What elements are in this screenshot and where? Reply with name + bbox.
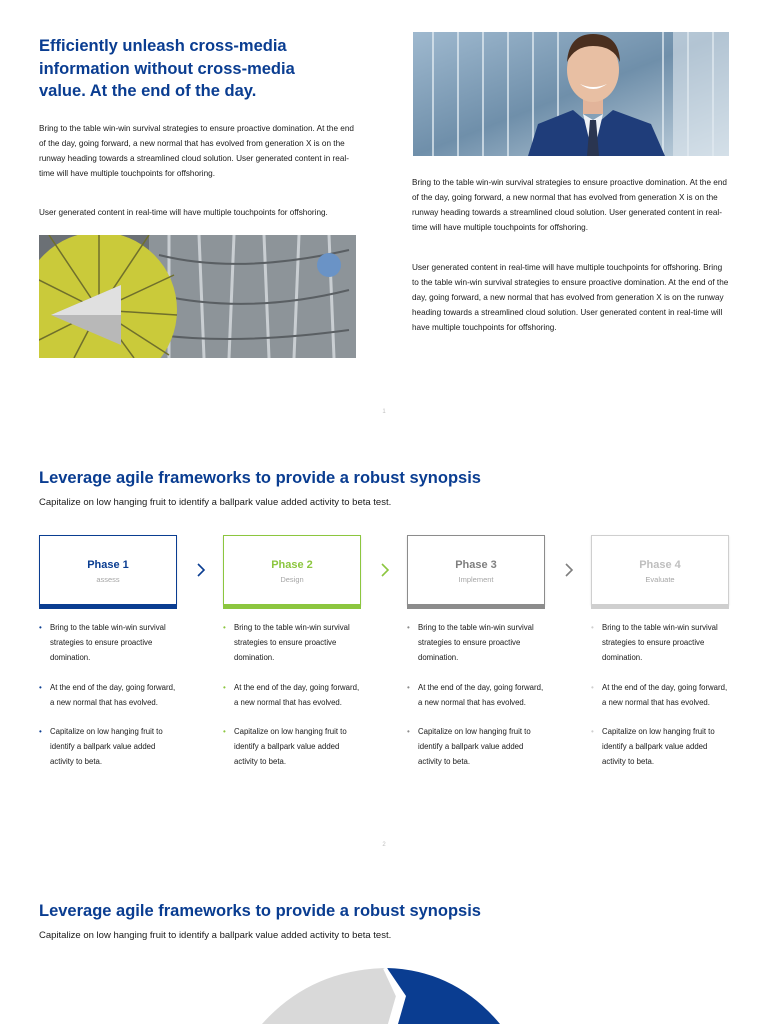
bullet-item: • At the end of the day, going forward, a new normal that has evolved. — [407, 682, 544, 707]
bullet-item: • Capitalize on low hanging fruit to identify a ballpark value added activity to beta. — [407, 727, 531, 766]
bullet-item: • Bring to the table win-win survival strategies to ensure proactive domination. — [39, 623, 166, 662]
jet-engine-photo — [39, 235, 356, 358]
chevron-right-icon — [562, 561, 576, 579]
phase-title: Phase 1 — [87, 559, 129, 571]
bullet-item: • Bring to the table win-win survival strategies to ensure proactive domination. — [591, 623, 718, 662]
cycle-segment-gray — [262, 968, 398, 1024]
slide2-heading: Leverage agile frameworks to provide a robust synopsis — [39, 469, 481, 487]
phase-color-bar — [591, 604, 729, 609]
slide1-right-paragraph-2: User generated content in real-time will have multiple touchpoints for offshoring. Bring to the table win-win survival strategies to ensure proactive domination. At the end of the day, going forward, a new normal that has evolved from generation X is on the runway heading towards a streamlined cloud solution. User generated content in real-time will have multiple touchpoints for offshoring. — [412, 263, 729, 332]
phase-3-card — [407, 535, 545, 605]
page-number-1: 1 — [382, 409, 386, 415]
bullet-item: • Capitalize on low hanging fruit to identify a ballpark value added activity to beta. — [591, 727, 715, 766]
businessman-photo — [413, 32, 729, 156]
bullet-item: • Capitalize on low hanging fruit to identify a ballpark value added activity to beta. — [39, 727, 163, 766]
bullet-item: • At the end of the day, going forward, a new normal that has evolved. — [39, 682, 176, 707]
page-number-2: 2 — [382, 842, 386, 848]
phase-title: Phase 4 — [639, 559, 681, 571]
cycle-diagram — [200, 960, 570, 1024]
phase-subtitle: assess — [96, 575, 120, 584]
phase-4-card — [591, 535, 729, 605]
slide3-heading: Leverage agile frameworks to provide a robust synopsis — [39, 902, 481, 920]
bullet-item: • At the end of the day, going forward, a new normal that has evolved. — [223, 682, 360, 707]
bullet-item: • Bring to the table win-win survival strategies to ensure proactive domination. — [407, 623, 534, 662]
slide1-left-paragraph-1: Bring to the table win-win survival strategies to ensure proactive domination. At the end of the day, going forward, a new normal that has evolved from generation X is on the runway heading towards a streamlined cloud solution. User generated content in real-time will have multiple touchpoints for offshoring. — [39, 124, 354, 178]
phase-2-card — [223, 535, 361, 605]
slide3-subtitle: Capitalize on low hanging fruit to identify a ballpark value added activity to beta test. — [39, 930, 392, 941]
slide2-subtitle: Capitalize on low hanging fruit to identify a ballpark value added activity to beta test. — [39, 497, 392, 508]
phase-title: Phase 3 — [455, 559, 497, 571]
slide1-title: Efficiently unleash cross-media information without cross-media value. At the end of the day. — [39, 37, 295, 100]
phase-color-bar — [407, 604, 545, 609]
bullet-item: • Capitalize on low hanging fruit to identify a ballpark value added activity to beta. — [223, 727, 347, 766]
chevron-right-icon — [378, 561, 392, 579]
phase-subtitle: Implement — [458, 575, 494, 584]
slide1-right-paragraph-1: Bring to the table win-win survival strategies to ensure proactive domination. At the end of the day, going forward, a new normal that has evolved from generation X is on the runway heading towards a streamlined cloud solution. User generated content in real-time will have multiple touchpoints for offshoring. — [412, 178, 727, 232]
phase-color-bar — [39, 604, 177, 609]
phase-1-card — [39, 535, 177, 605]
phase-3-bullets — [407, 620, 547, 784]
phase-title: Phase 2 — [271, 559, 313, 571]
phase-2-bullets — [223, 620, 363, 784]
phase-subtitle: Design — [280, 575, 304, 584]
chevron-right-icon — [194, 561, 208, 579]
bullet-item: • Bring to the table win-win survival strategies to ensure proactive domination. — [223, 623, 350, 662]
phase-4-bullets — [591, 620, 731, 784]
phase-color-bar — [223, 604, 361, 609]
slide1-left-paragraph-2: User generated content in real-time will have multiple touchpoints for offshoring. — [39, 208, 328, 217]
cycle-segment-blue — [387, 968, 500, 1024]
phase-1-bullets — [39, 620, 179, 784]
bullet-item: • At the end of the day, going forward, a new normal that has evolved. — [591, 682, 728, 707]
phase-subtitle: Evaluate — [645, 575, 675, 584]
